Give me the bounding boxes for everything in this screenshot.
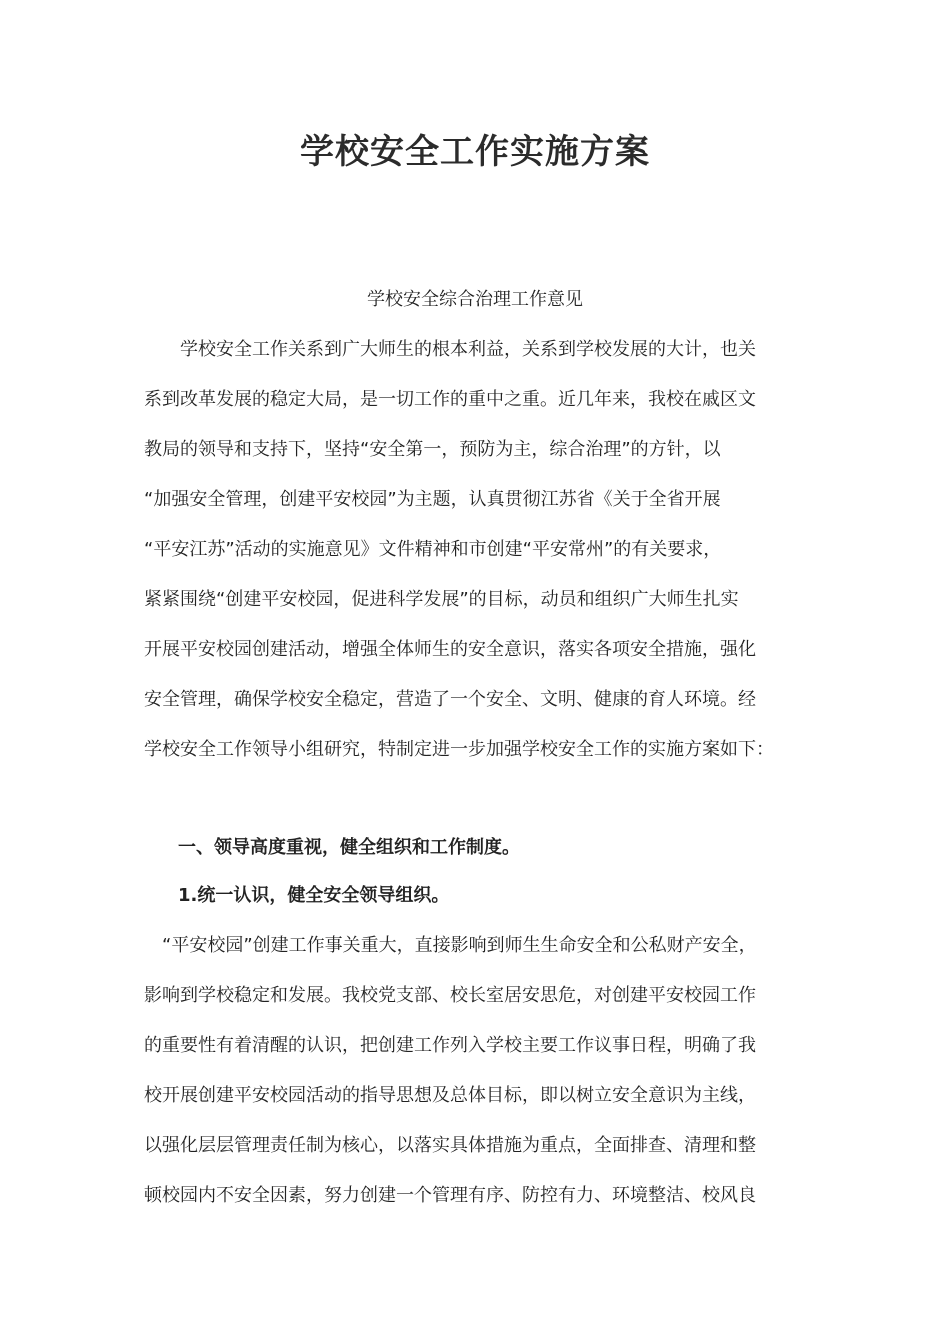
intro-paragraph — [144, 336, 824, 786]
paragraph-line: “平安校园”创建工作事关重大，直接影响到师生生命安全和公私财产安全， — [144, 935, 757, 956]
body-paragraph — [144, 932, 824, 1232]
paragraph-line: 安全管理，确保学校安全稳定，营造了一个安全、文明、健康的育人环境。经 — [144, 689, 756, 710]
paragraph-line: 系到改革发展的稳定大局，是一切工作的重中之重。近几年来，我校在戚区文 — [144, 389, 756, 410]
paragraph-line: 教局的领导和支持下，坚持“安全第一，预防为主，综合治理”的方针，以 — [144, 439, 721, 460]
paragraph-line: 以强化层层管理责任制为核心，以落实具体措施为重点，全面排查、清理和整 — [144, 1135, 756, 1156]
document-subtitle: 学校安全综合治理工作意见 — [367, 289, 583, 310]
paragraph-line: “平安江苏”活动的实施意见》文件精神和市创建“平安常州”的有关要求， — [144, 539, 722, 560]
paragraph-line: 校开展创建平安校园活动的指导思想及总体目标，即以树立安全意识为主线， — [144, 1085, 756, 1106]
paragraph-line: 影响到学校稳定和发展。我校党支部、校长室居安思危，对创建平安校园工作 — [144, 985, 756, 1006]
subsection-heading: 1.统一认识，健全安全领导组织。 — [178, 885, 450, 906]
paragraph-line: “加强安全管理，创建平安校园”为主题，认真贯彻江苏省《关于全省开展 — [144, 489, 721, 510]
paragraph-line: 学校安全工作关系到广大师生的根本利益，关系到学校发展的大计，也关 — [144, 339, 756, 360]
section-heading: 一、领导高度重视，健全组织和工作制度。 — [178, 837, 520, 858]
paragraph-line: 的重要性有着清醒的认识，把创建工作列入学校主要工作议事日程，明确了我 — [144, 1035, 756, 1056]
paragraph-line: 开展平安校园创建活动，增强全体师生的安全意识，落实各项安全措施，强化 — [144, 639, 756, 660]
document-title: 学校安全工作实施方案 — [300, 132, 650, 172]
paragraph-line: 学校安全工作领导小组研究，特制定进一步加强学校安全工作的实施方案如下： — [144, 739, 774, 760]
paragraph-line: 紧紧围绕“创建平安校园，促进科学发展”的目标，动员和组织广大师生扎实 — [144, 589, 739, 610]
paragraph-line: 顿校园内不安全因素，努力创建一个管理有序、防控有力、环境整洁、校风良 — [144, 1185, 756, 1206]
